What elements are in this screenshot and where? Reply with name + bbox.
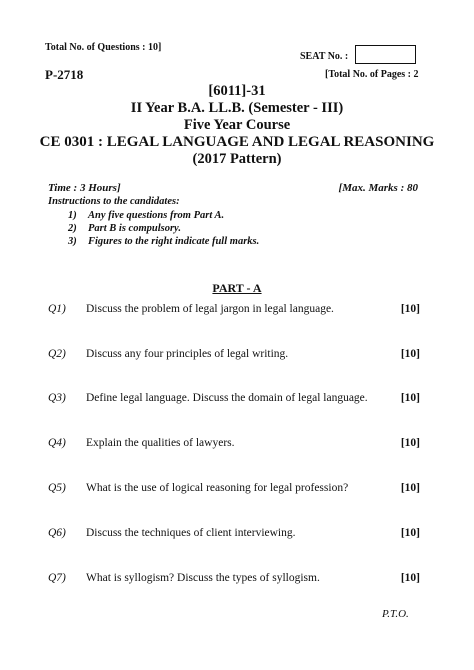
question-row xyxy=(48,392,420,408)
seat-no-box xyxy=(355,45,416,64)
instruction-num: 2) xyxy=(68,223,77,234)
question-text: Discuss the problem of legal jargon in legal language. xyxy=(86,303,334,315)
exam-subject: CE 0301 : LEGAL LANGUAGE AND LEGAL REASONING xyxy=(39,134,435,150)
question-text: Discuss the techniques of client interviewing. xyxy=(86,527,296,539)
part-a-heading: PART - A xyxy=(212,281,262,295)
question-text: Define legal language. Discuss the domain of legal language. xyxy=(86,392,368,404)
question-number: Q2) xyxy=(48,348,66,360)
instruction-text: Any five questions from Part A. xyxy=(88,210,225,221)
total-questions: Total No. of Questions : 10] xyxy=(45,42,162,53)
exam-year: II Year B.A. LL.B. (Semester - III) xyxy=(130,100,344,116)
instruction-text: Part B is compulsory. xyxy=(88,223,181,234)
question-marks: [10] xyxy=(400,527,420,539)
question-text: Discuss any four principles of legal writing. xyxy=(86,348,289,360)
pto-label: P.T.O. xyxy=(382,608,409,620)
exam-pattern: (2017 Pattern) xyxy=(192,151,282,167)
question-row xyxy=(48,527,420,543)
instruction-item xyxy=(68,210,225,221)
question-text: What is the use of logical reasoning for legal profession? xyxy=(86,482,349,494)
question-row xyxy=(48,437,420,453)
question-number: Q5) xyxy=(48,482,66,494)
seat-no-label: SEAT No. : xyxy=(300,51,349,62)
question-marks: [10] xyxy=(400,572,420,584)
instruction-item xyxy=(68,223,181,234)
max-marks: [Max. Marks : 80 xyxy=(338,182,418,194)
question-text: What is syllogism? Discuss the types of syllogism. xyxy=(86,572,320,584)
question-number: Q3) xyxy=(48,392,66,404)
paper-code: P-2718 xyxy=(45,67,84,82)
exam-time: Time : 3 Hours] xyxy=(48,182,121,194)
question-number: Q7) xyxy=(48,572,66,584)
instruction-item xyxy=(68,236,260,247)
question-number: Q6) xyxy=(48,527,66,539)
instruction-num: 3) xyxy=(68,236,77,247)
question-row xyxy=(48,572,420,588)
question-number: Q1) xyxy=(48,303,66,315)
exam-course: Five Year Course xyxy=(183,117,291,133)
question-marks: [10] xyxy=(400,348,420,360)
total-pages: [Total No. of Pages : 2 xyxy=(325,69,419,80)
question-marks: [10] xyxy=(400,437,420,449)
instruction-num: 1) xyxy=(68,210,77,221)
question-marks: [10] xyxy=(400,482,420,494)
instructions-heading: Instructions to the candidates: xyxy=(48,196,180,207)
question-row xyxy=(48,482,420,498)
question-marks: [10] xyxy=(400,392,420,404)
question-number: Q4) xyxy=(48,437,66,449)
question-marks: [10] xyxy=(400,303,420,315)
question-row xyxy=(48,303,420,319)
exam-code: [6011]-31 xyxy=(208,83,266,99)
question-row xyxy=(48,348,420,364)
instruction-text: Figures to the right indicate full marks. xyxy=(88,236,260,247)
question-text: Explain the qualities of lawyers. xyxy=(86,437,235,449)
